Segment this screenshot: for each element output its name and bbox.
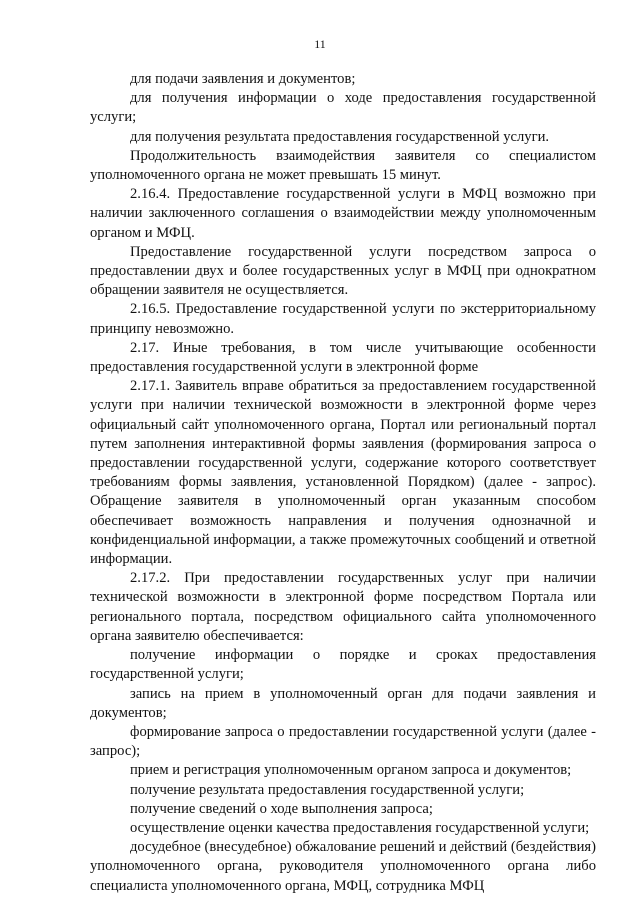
list-item: получение результата предоставления государственной услуги; (130, 781, 525, 798)
list-item: запись на прием в уполномоченный орган для подачи заявления и документов; (90, 685, 596, 721)
section-heading: 2.17. Иные требования, в том числе учитывающие особенности предоставления государственной услуги в электронной форме (90, 339, 596, 376)
paragraph: Продолжительность взаимодействия заявителя со специалистом уполномоченного органа не может превышать 15 минут. (90, 147, 596, 184)
paragraph: для подачи заявления и документов; (130, 71, 356, 87)
paragraph: 2.16.5. Предоставление государственной услуги по экстерриториальному принципу невозможно. (90, 301, 596, 337)
list-item: досудебное (внесудебное) обжалование решений и действий (бездействия) уполномоченного органа, руководителя уполномоченного органа либо специалиста уполномоченного органа, МФЦ, сотрудника МФЦ (90, 839, 596, 894)
document-body (90, 70, 596, 896)
paragraph: для получения информации о ходе предоставления государственной услуги; (90, 90, 596, 126)
list-item: прием и регистрация уполномоченным органом запроса и документов; (130, 762, 572, 779)
list-item: формирование запроса о предоставлении государственной услуги (далее - запрос); (90, 723, 596, 760)
paragraph: 2.16.4. Предоставление государственной услуги в МФЦ возможно при наличии заключенного соглашения о взаимодействии между уполномоченным органом и МФЦ. (90, 186, 596, 241)
list-item: получение сведений о ходе выполнения запроса; (130, 800, 433, 817)
paragraph: Предоставление государственной услуги посредством запроса о предоставлении двух и более государственных услуг в МФЦ при однократном обращении заявителя не осуществляется. (90, 243, 596, 299)
paragraph: 2.17.1. Заявитель вправе обратиться за предоставлением государственной услуги при наличии технической возможности в электронной форме через официальный сайт уполномоченного органа, Портал или региональный портал путем заполнения интерактивной формы заявления (формирования запроса о предоставлении государственной услуги, содержание которого соответствует требованиям формы заявления, установленной Порядком) (далее - запрос). Обращение заявителя в уполномоченный орган указанным способом обеспечивает возможность направления и получения однозначной и конфиденциальной информации, а также промежуточных сообщений и ответной информации. (90, 378, 596, 568)
list-item: осуществление оценки качества предоставления государственной услуги; (130, 819, 590, 836)
paragraph: 2.17.2. При предоставлении государственных услуг при наличии технической возможности в электронной форме посредством Портала или регионального портала, посредством официального сайта уполномоченного органа заявителю обеспечивается: (90, 570, 596, 644)
list-item: получение информации о порядке и сроках предоставления государственной услуги; (90, 647, 596, 683)
paragraph: для получения результата предоставления государственной услуги. (130, 128, 550, 145)
page-number: 11 (314, 37, 326, 51)
